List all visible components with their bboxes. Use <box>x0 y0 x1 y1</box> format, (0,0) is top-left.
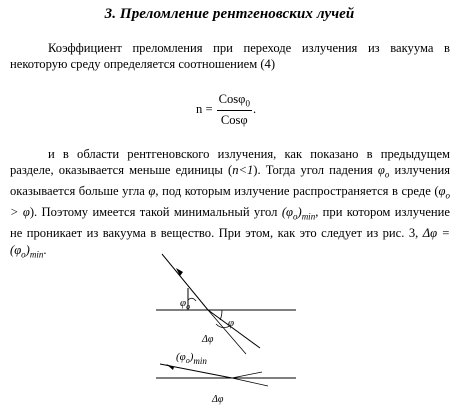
refracted-ray-upper <box>208 310 260 348</box>
refraction-formula <box>196 92 256 128</box>
delta-expression: Δφ = (φ <box>10 226 450 257</box>
subscript-min: min <box>29 249 44 260</box>
subscript-min: min <box>301 211 316 222</box>
text-part: . <box>43 242 47 257</box>
straight-continuation-upper <box>208 310 246 354</box>
angle-arc-phi <box>220 310 222 320</box>
subscript: o <box>384 169 390 180</box>
label-phi0: $\varphi_o$ <box>180 297 191 311</box>
phi-glyph: φ <box>438 184 446 199</box>
label-phi0-min: $(\varphi_o)_{min}$ <box>176 351 207 366</box>
phi-glyph: φ <box>377 163 385 178</box>
refraction-diagram <box>150 246 300 406</box>
condition-n-less-1: n<1 <box>232 163 254 178</box>
text-part: , при котором излучение не проникает из вакуума в вещество. При этом, как это следует из рис. 3, <box>10 205 450 241</box>
label-delta-phi: Δφ <box>202 334 214 345</box>
phi-symbol: φ <box>148 184 156 199</box>
min-angle-close: ) <box>297 205 302 220</box>
numerator-base: Cosφ <box>218 92 246 106</box>
grazing-ray-lower <box>232 372 262 378</box>
label-phi: φ <box>228 317 235 329</box>
paragraph-intro: Коэффициент преломления при переходе излучения из вакуума в некоторую среду определяется соотношением (4) <box>10 41 450 72</box>
text-part: излучения оказывается больше угла <box>10 163 450 199</box>
delta-close: ) <box>25 242 30 257</box>
inequality-rhs: > φ <box>10 205 30 220</box>
label-delta-phi-lower: Δφ <box>212 394 224 405</box>
subscript: o <box>292 211 298 222</box>
text-part: , под которым излучение распространяется в среде ( <box>155 184 439 199</box>
numerator-subscript: 0 <box>245 98 250 109</box>
min-angle-open: (φ <box>281 205 293 220</box>
text-part: ). Тогда угол падения <box>253 163 378 178</box>
phi0-symbol <box>377 163 390 180</box>
formula-numerator <box>217 92 252 111</box>
text-part: и в области рентгеновского излучения, как показано в предыдущем разделе, оказывается меньше единицы ( <box>10 147 450 178</box>
formula-lhs: n = <box>196 102 213 117</box>
ray-arrowhead-lower <box>166 364 174 370</box>
formula-period: . <box>252 102 257 117</box>
subscript: o <box>445 190 450 201</box>
subscript: o <box>21 249 26 260</box>
angle-arc-phi0 <box>188 298 196 301</box>
formula-fraction <box>217 92 252 128</box>
min-angle-symbol <box>281 205 316 222</box>
straight-continuation-lower <box>232 378 268 386</box>
section-heading: 3. Преломление рентгеновских лучей <box>104 6 355 22</box>
text-part: ). Поэтому имеется такой минимальный угол <box>29 205 282 220</box>
formula-denominator: Cosφ <box>220 112 248 127</box>
